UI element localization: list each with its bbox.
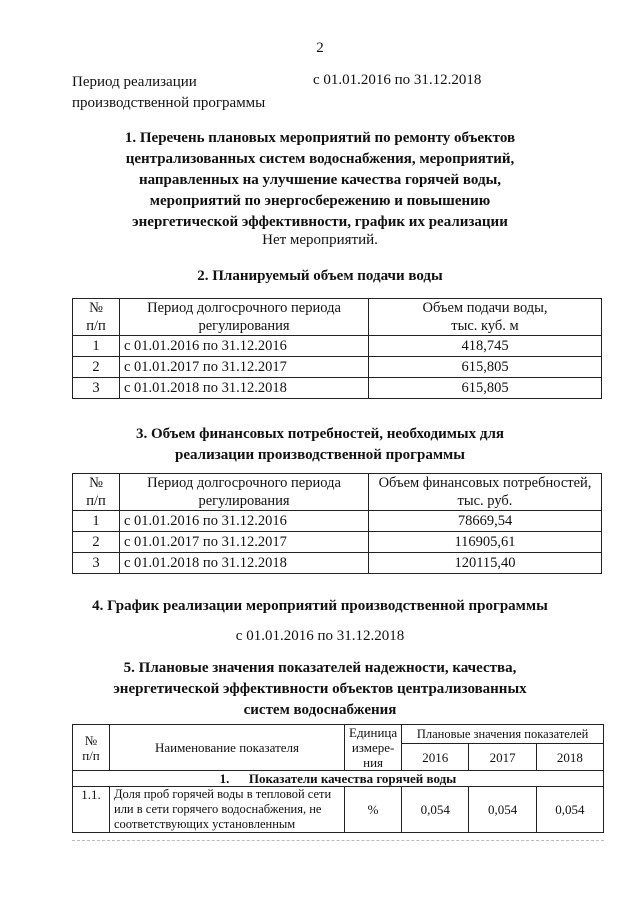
- header-period-line2: регулирования: [198, 493, 290, 509]
- header-value: [369, 474, 602, 511]
- header-year: 2016: [402, 744, 469, 771]
- section4-body: с 01.01.2016 по 31.12.2018: [235, 628, 405, 644]
- table-row: [73, 532, 602, 553]
- row-value: 120115,40: [369, 553, 602, 574]
- supply-volume-table: [72, 298, 602, 399]
- financial-needs-table: [72, 473, 602, 574]
- header-num-line1: №: [89, 300, 103, 316]
- section1-title-line: направленных на улучшение качества горячей воды,: [138, 172, 502, 188]
- section1-body: Нет мероприятий.: [262, 232, 378, 248]
- row-value: 615,805: [369, 357, 602, 378]
- header-period-line2: регулирования: [198, 318, 290, 334]
- table-row: [73, 787, 604, 833]
- section3-title: [0, 424, 640, 466]
- row-value-2017: 0,054: [469, 787, 536, 833]
- row-num: 3: [73, 553, 120, 574]
- table-header-row: [73, 299, 602, 336]
- section1-title-line: энергетической эффективности, график их реализации: [132, 214, 508, 230]
- group-title: Показатели качества горячей воды: [248, 771, 457, 786]
- section1-title-line: 1. Перечень плановых мероприятий по ремонту объектов: [124, 130, 516, 146]
- section2-title: 2. Планируемый объем подачи воды: [197, 268, 443, 284]
- row-name: Доля проб горячей воды в тепловой сети или в сети горячего водоснабжения, не соответствующих установленным: [110, 787, 345, 833]
- table-row: [73, 336, 602, 357]
- header-value: [369, 299, 602, 336]
- period-label-line2: производственной программы: [72, 95, 266, 111]
- section4-title: 4. График реализации мероприятий производственной программы: [92, 598, 548, 614]
- header-value-line1: Объем финансовых потребностей,: [378, 475, 592, 491]
- header-num: [73, 474, 120, 511]
- page-number: 2: [316, 40, 324, 56]
- header-unit-line3: ния: [363, 755, 384, 770]
- header-num-line1: №: [89, 475, 103, 491]
- header-unit: [345, 725, 402, 771]
- header-planned: Плановые значения показателей: [402, 725, 604, 744]
- row-num: 3: [73, 378, 120, 399]
- page-cut-divider: [72, 840, 604, 841]
- row-value: 116905,61: [369, 532, 602, 553]
- header-value-line1: Объем подачи воды,: [422, 300, 548, 316]
- header-year: 2018: [536, 744, 603, 771]
- group-heading: [73, 771, 604, 787]
- row-num: 2: [73, 357, 120, 378]
- row-period: с 01.01.2016 по 31.12.2016: [120, 336, 369, 357]
- header-period: [120, 299, 369, 336]
- row-period: с 01.01.2017 по 31.12.2017: [120, 357, 369, 378]
- row-value-2016: 0,054: [402, 787, 469, 833]
- section3-title-line: реализации производственной программы: [175, 447, 465, 463]
- header-year: 2017: [469, 744, 536, 771]
- row-value: 615,805: [369, 378, 602, 399]
- section5-title: [0, 658, 640, 721]
- row-unit: %: [345, 787, 402, 833]
- table-group-row: [73, 771, 604, 787]
- header-num-line2: п/п: [82, 747, 100, 763]
- group-num: 1.: [219, 771, 230, 786]
- table-row: [73, 553, 602, 574]
- header-name: Наименование показателя: [110, 725, 345, 771]
- row-num: 2: [73, 532, 120, 553]
- table-header-row: [73, 725, 604, 744]
- section1-title-line: мероприятий по энергосбережению и повышению: [149, 193, 491, 209]
- period-label-line1: Период реализации: [72, 74, 197, 90]
- header-period: [120, 474, 369, 511]
- header-value-line2: тыс. руб.: [457, 493, 513, 509]
- row-period: с 01.01.2017 по 31.12.2017: [120, 532, 369, 553]
- table-row: [73, 511, 602, 532]
- row-period: с 01.01.2018 по 31.12.2018: [120, 553, 369, 574]
- section5-title-line: энергетической эффективности объектов централизованных: [113, 681, 527, 697]
- period-value: с 01.01.2016 по 31.12.2018: [313, 72, 482, 88]
- header-unit-line1: Единица: [349, 725, 398, 740]
- table-header-row: [73, 474, 602, 511]
- header-unit-line2: измере-: [351, 740, 395, 755]
- table-row: [73, 357, 602, 378]
- header-num-line2: п/п: [86, 318, 106, 334]
- header-num: [73, 299, 120, 336]
- section3-title-line: 3. Объем финансовых потребностей, необходимых для: [135, 426, 505, 442]
- header-num-line1: №: [84, 732, 98, 748]
- section1-title-line: централизованных систем водоснабжения, мероприятий,: [125, 151, 515, 167]
- section5-title-line: систем водоснабжения: [243, 702, 397, 718]
- row-value-2018: 0,054: [536, 787, 603, 833]
- period-label: [72, 72, 265, 114]
- header-value-line2: тыс. куб. м: [451, 318, 519, 334]
- header-num: [73, 725, 110, 771]
- section5-title-line: 5. Плановые значения показателей надежности, качества,: [123, 660, 517, 676]
- header-period-line1: Период долгосрочного периода: [147, 475, 341, 491]
- row-num: 1.1.: [73, 787, 110, 833]
- row-period: с 01.01.2016 по 31.12.2016: [120, 511, 369, 532]
- row-period: с 01.01.2018 по 31.12.2018: [120, 378, 369, 399]
- row-value: 418,745: [369, 336, 602, 357]
- table-row: [73, 378, 602, 399]
- header-period-line1: Период долгосрочного периода: [147, 300, 341, 316]
- row-value: 78669,54: [369, 511, 602, 532]
- header-num-line2: п/п: [86, 493, 106, 509]
- row-num: 1: [73, 511, 120, 532]
- indicators-table: [72, 724, 604, 833]
- section1-title: [0, 128, 640, 233]
- row-num: 1: [73, 336, 120, 357]
